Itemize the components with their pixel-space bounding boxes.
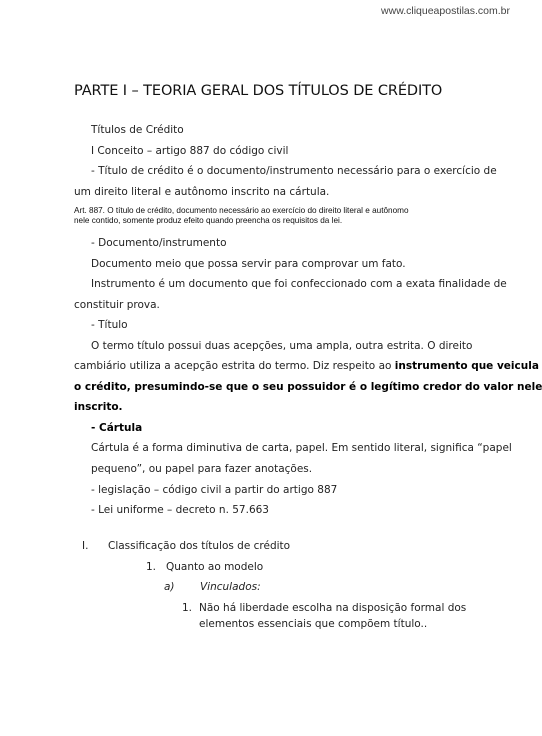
documento-text: Documento meio que possa servir para comprovar um fato. xyxy=(91,258,406,270)
page-title: PARTE I – TEORIA GERAL DOS TÍTULOS DE CRÉDITO xyxy=(74,83,443,99)
legislacao-line: - legislação – código civil a partir do artigo 887 xyxy=(91,484,338,496)
lei-uniforme-line: - Lei uniforme – decreto n. 57.663 xyxy=(91,504,269,516)
titulo-line-2-plain: cambiário utiliza a acepção estrita do termo. Diz respeito ao xyxy=(74,360,395,372)
definition-line-1: - Título de crédito é o documento/instrumento necessário para o exercício de xyxy=(91,165,497,177)
item-1-line-1: Não há liberdade escolha na disposição formal dos xyxy=(199,602,467,614)
article-quote-line-2: nele contido, somente produz efeito quando preencha os requisitos da lei. xyxy=(74,216,343,225)
definition-line-2: um direito literal e autônomo inscrito na cártula. xyxy=(74,186,330,198)
subsection-heading: Quanto ao modelo xyxy=(166,561,264,573)
instrumento-line-2: constituir prova. xyxy=(74,299,160,311)
cartula-heading-bold: - Cártula xyxy=(91,422,143,434)
titulo-line-4 xyxy=(74,400,123,415)
subtitle: Títulos de Crédito xyxy=(91,124,184,136)
site-header: www.cliqueapostilas.com.br xyxy=(381,5,510,17)
item-1-line-2: elementos essenciais que compõem título.. xyxy=(199,618,428,630)
cartula-line-1: Cártula é a forma diminutiva de carta, papel. Em sentido literal, significa “papel xyxy=(91,442,512,454)
concept-line: I Conceito – artigo 887 do código civil xyxy=(91,145,289,157)
item-a-marker: a) xyxy=(164,581,175,593)
titulo-line-2 xyxy=(74,359,539,374)
titulo-line-2-bold: instrumento que veicula xyxy=(394,360,539,372)
cartula-line-2: pequeno”, ou papel para fazer anotações. xyxy=(91,463,313,475)
item-1-number: 1. xyxy=(182,602,193,614)
item-a-heading: Vinculados: xyxy=(200,581,261,593)
titulo-line-4-bold: inscrito. xyxy=(74,401,123,413)
article-quote-line-1: Art. 887. O título de crédito, documento necessário ao exercício do direito literal e autônomo xyxy=(74,206,409,215)
titulo-line-1: O termo título possui duas acepções, uma ampla, outra estrita. O direito xyxy=(91,340,473,352)
cartula-heading xyxy=(91,421,142,436)
titulo-line-3 xyxy=(74,380,542,395)
titulo-heading: - Título xyxy=(91,319,128,331)
section-number: I. xyxy=(82,540,89,552)
documento-heading: - Documento/instrumento xyxy=(91,237,227,249)
subsection-number: 1. xyxy=(146,561,157,573)
section-heading: Classificação dos títulos de crédito xyxy=(108,540,291,552)
titulo-line-3-bold: o crédito, presumindo-se que o seu possuidor é o legítimo credor do valor nele xyxy=(74,381,542,393)
instrumento-line-1: Instrumento é um documento que foi confeccionado com a exata finalidade de xyxy=(91,278,507,290)
